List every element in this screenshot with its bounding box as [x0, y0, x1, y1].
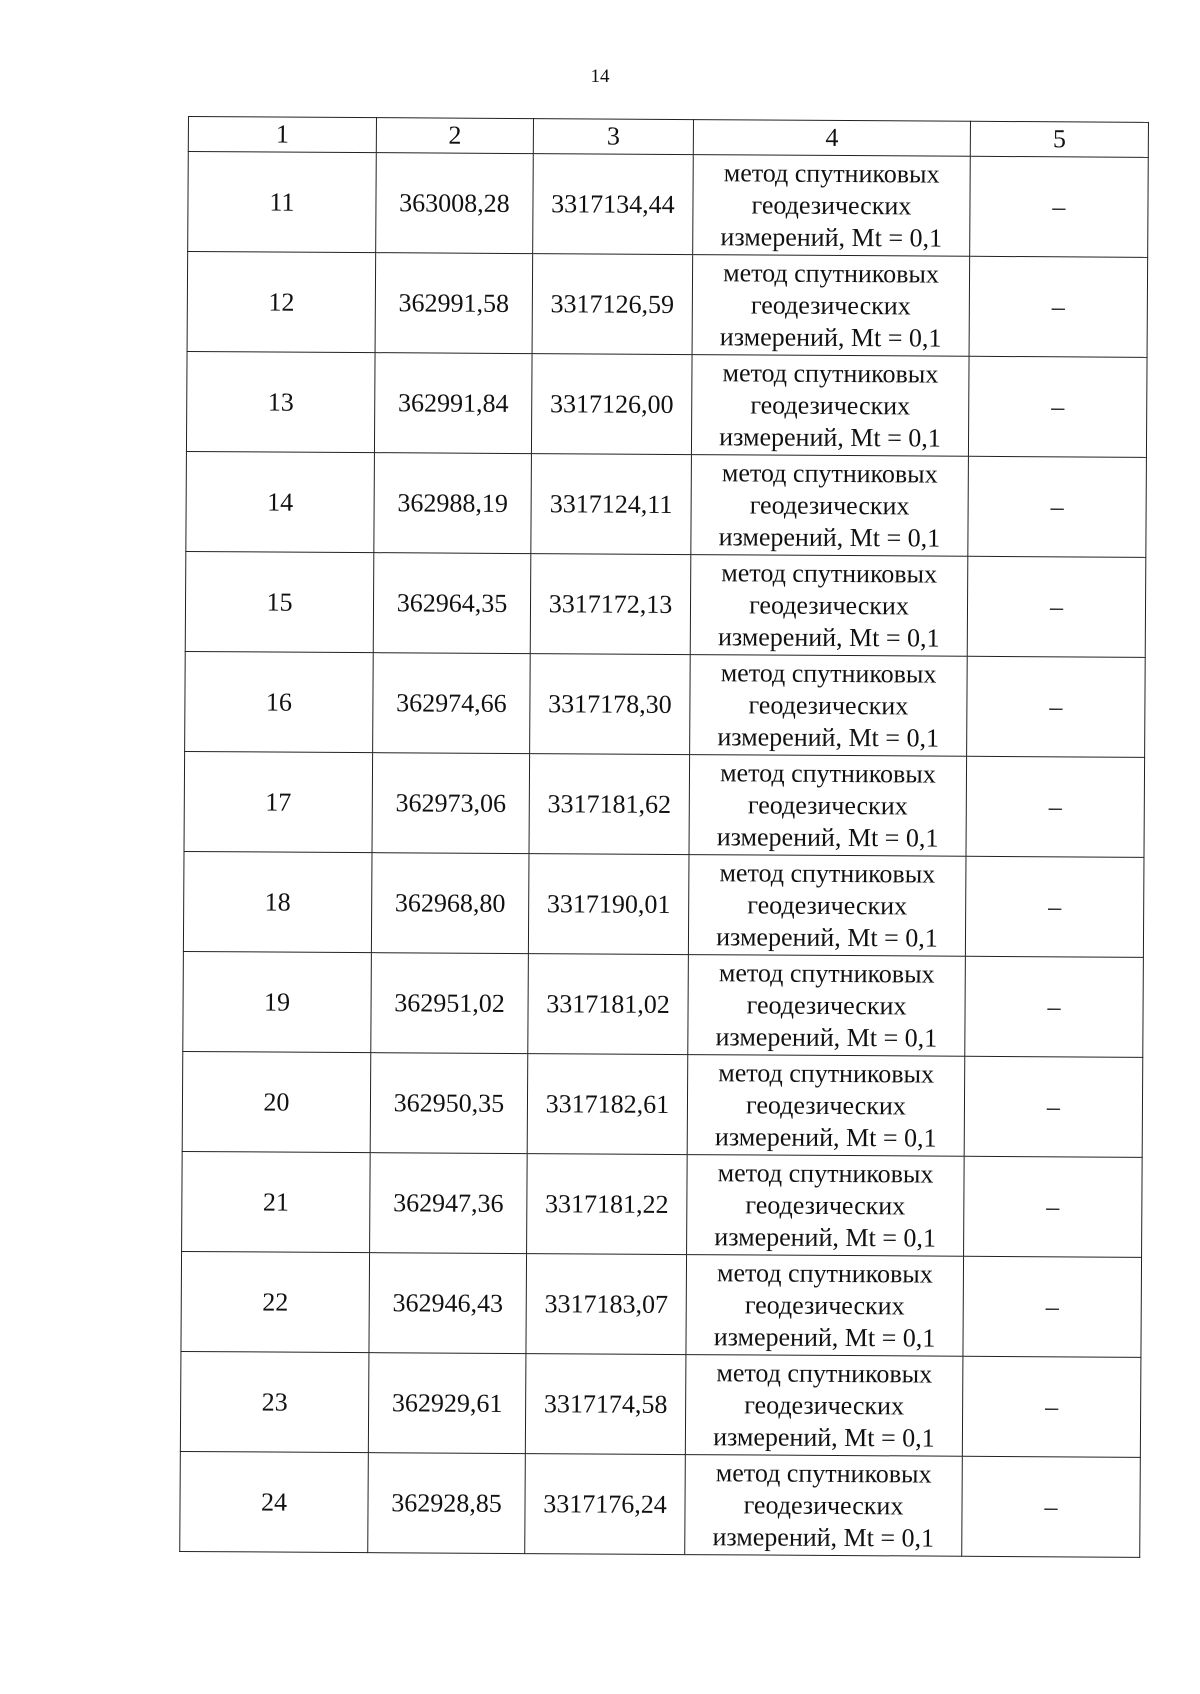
method-line: геодезических — [743, 1489, 904, 1520]
description-cell: – — [965, 956, 1144, 1057]
x-coordinate-cell: 362973,06 — [372, 753, 530, 854]
description-cell: – — [967, 556, 1146, 657]
table-row — [180, 1351, 1141, 1457]
y-coordinate-cell: 3317126,59 — [532, 254, 693, 355]
point-number-cell: 15 — [185, 551, 374, 652]
method-line: геодезических — [745, 1189, 906, 1220]
y-coordinate-cell: 3317183,07 — [526, 1254, 687, 1355]
method-cell — [685, 1355, 963, 1457]
y-coordinate-cell: 3317181,22 — [527, 1154, 688, 1255]
description-cell: – — [962, 1356, 1141, 1457]
method-line: метод спутниковых — [720, 657, 937, 689]
x-coordinate-cell: 363008,28 — [376, 153, 534, 254]
table-row — [183, 951, 1144, 1057]
table-row — [187, 252, 1148, 358]
method-line: метод спутниковых — [716, 1257, 933, 1289]
method-line: метод спутниковых — [720, 757, 936, 789]
method-line: метод спутниковых — [723, 257, 939, 289]
description-cell: – — [965, 856, 1144, 957]
x-coordinate-cell: 362928,85 — [368, 1453, 526, 1554]
method-line: измерений, Mt = 0,1 — [715, 1021, 938, 1053]
method-line: метод спутниковых — [717, 1157, 934, 1189]
y-coordinate-cell: 3317124,11 — [531, 454, 692, 555]
point-number-cell: 11 — [188, 152, 377, 253]
x-coordinate-cell: 362991,58 — [375, 253, 533, 354]
method-line: геодезических — [744, 1289, 905, 1320]
y-coordinate-cell: 3317190,01 — [528, 854, 689, 955]
y-coordinate-cell: 3317176,24 — [525, 1454, 686, 1555]
method-line: геодезических — [746, 989, 907, 1020]
method-line: метод спутниковых — [718, 1057, 935, 1089]
method-line: метод спутниковых — [716, 1357, 933, 1389]
header-col-1: 1 — [188, 117, 376, 153]
method-line: измерений, Mt = 0,1 — [717, 621, 940, 653]
method-cell — [693, 155, 971, 257]
description-cell: – — [963, 1256, 1142, 1357]
method-cell — [690, 555, 968, 657]
point-number-cell: 20 — [182, 1051, 371, 1152]
y-coordinate-cell: 3317181,62 — [529, 754, 690, 855]
method-line: измерений, Mt = 0,1 — [714, 1221, 937, 1253]
point-number-cell: 16 — [185, 651, 374, 752]
method-cell — [692, 255, 970, 357]
method-line: геодезических — [751, 189, 912, 220]
table-body — [180, 152, 1149, 1558]
table-row — [182, 1051, 1143, 1157]
table-header — [188, 117, 1148, 158]
x-coordinate-cell: 362946,43 — [369, 1253, 527, 1354]
table-row — [183, 851, 1144, 957]
table-row — [185, 651, 1146, 757]
y-coordinate-cell: 3317182,61 — [527, 1054, 688, 1155]
method-line: метод спутниковых — [715, 1457, 932, 1489]
method-cell — [691, 455, 969, 557]
coordinates-table — [179, 116, 1149, 1558]
y-coordinate-cell: 3317126,00 — [531, 354, 692, 455]
header-row — [188, 117, 1148, 158]
method-line: измерений, Mt = 0,1 — [718, 521, 941, 553]
x-coordinate-cell: 362950,35 — [370, 1053, 528, 1154]
description-cell: – — [968, 356, 1147, 457]
table-row — [180, 1451, 1141, 1557]
description-cell: – — [968, 456, 1147, 557]
method-line: геодезических — [744, 1389, 905, 1420]
description-cell: – — [970, 156, 1149, 257]
method-line: измерений, Mt = 0,1 — [716, 821, 939, 853]
description-cell: – — [964, 1056, 1143, 1157]
method-cell — [686, 1255, 964, 1357]
method-line: измерений, Mt = 0,1 — [720, 221, 943, 253]
point-number-cell: 23 — [180, 1351, 369, 1452]
description-cell: – — [966, 756, 1145, 857]
point-number-cell: 13 — [186, 351, 375, 452]
method-line: измерений, Mt = 0,1 — [719, 321, 942, 353]
table-row — [186, 351, 1147, 457]
x-coordinate-cell: 362974,66 — [373, 653, 531, 754]
x-coordinate-cell: 362991,84 — [374, 353, 532, 454]
x-coordinate-cell: 362929,61 — [368, 1353, 526, 1454]
method-line: измерений, Mt = 0,1 — [716, 921, 938, 953]
y-coordinate-cell: 3317172,13 — [530, 554, 691, 655]
method-line: геодезических — [746, 1089, 906, 1120]
table-row — [184, 751, 1145, 857]
header-col-4: 4 — [693, 120, 970, 157]
page-number: 14 — [590, 66, 610, 87]
table-row — [186, 451, 1147, 557]
method-cell — [691, 355, 969, 457]
point-number-cell: 24 — [180, 1451, 369, 1552]
method-line: геодезических — [750, 289, 911, 320]
header-col-2: 2 — [376, 118, 533, 154]
table-row — [185, 551, 1146, 657]
y-coordinate-cell: 3317181,02 — [528, 954, 689, 1055]
method-line: метод спутниковых — [718, 957, 935, 989]
method-cell — [685, 1455, 963, 1557]
description-cell: – — [969, 256, 1148, 357]
method-line: геодезических — [749, 489, 910, 520]
x-coordinate-cell: 362968,80 — [371, 853, 529, 954]
table-row — [182, 1151, 1143, 1257]
description-cell: – — [964, 1156, 1143, 1257]
x-coordinate-cell: 362951,02 — [371, 953, 529, 1054]
method-line: измерений, Mt = 0,1 — [712, 1521, 935, 1553]
method-line: метод спутниковых — [722, 357, 939, 389]
x-coordinate-cell: 362988,19 — [374, 453, 532, 554]
point-number-cell: 17 — [184, 751, 373, 852]
point-number-cell: 12 — [187, 252, 376, 353]
y-coordinate-cell: 3317134,44 — [533, 154, 694, 255]
y-coordinate-cell: 3317174,58 — [525, 1354, 686, 1455]
method-line: метод спутниковых — [723, 157, 940, 189]
method-line: геодезических — [748, 689, 909, 720]
method-line: геодезических — [750, 389, 911, 420]
point-number-cell: 14 — [186, 451, 375, 552]
method-line: измерений, Mt = 0,1 — [713, 1321, 936, 1353]
method-line: измерений, Mt = 0,1 — [714, 1121, 937, 1153]
method-cell — [689, 755, 967, 857]
x-coordinate-cell: 362947,36 — [370, 1153, 528, 1254]
method-cell — [687, 1155, 965, 1257]
table-row — [181, 1251, 1142, 1357]
method-cell — [690, 655, 968, 757]
method-line: измерений, Mt = 0,1 — [713, 1421, 935, 1453]
point-number-cell: 21 — [182, 1151, 371, 1252]
point-number-cell: 18 — [183, 851, 372, 952]
table-row — [188, 152, 1149, 258]
y-coordinate-cell: 3317178,30 — [530, 654, 691, 755]
point-number-cell: 19 — [183, 951, 372, 1052]
header-col-3: 3 — [533, 119, 693, 155]
method-line: метод спутниковых — [719, 857, 936, 889]
method-line: геодезических — [749, 589, 909, 620]
method-line: геодезических — [747, 789, 908, 820]
method-line: метод спутниковых — [721, 557, 938, 589]
method-cell — [687, 1055, 965, 1157]
point-number-cell: 22 — [181, 1251, 370, 1352]
description-cell: – — [967, 656, 1146, 757]
description-cell: – — [962, 1456, 1141, 1557]
method-line: измерений, Mt = 0,1 — [719, 421, 941, 453]
header-col-5: 5 — [970, 121, 1148, 157]
method-line: измерений, Mt = 0,1 — [717, 721, 940, 753]
method-cell — [688, 955, 966, 1057]
method-cell — [688, 855, 966, 957]
x-coordinate-cell: 362964,35 — [373, 553, 531, 654]
method-line: метод спутниковых — [721, 457, 938, 489]
method-line: геодезических — [747, 889, 908, 920]
